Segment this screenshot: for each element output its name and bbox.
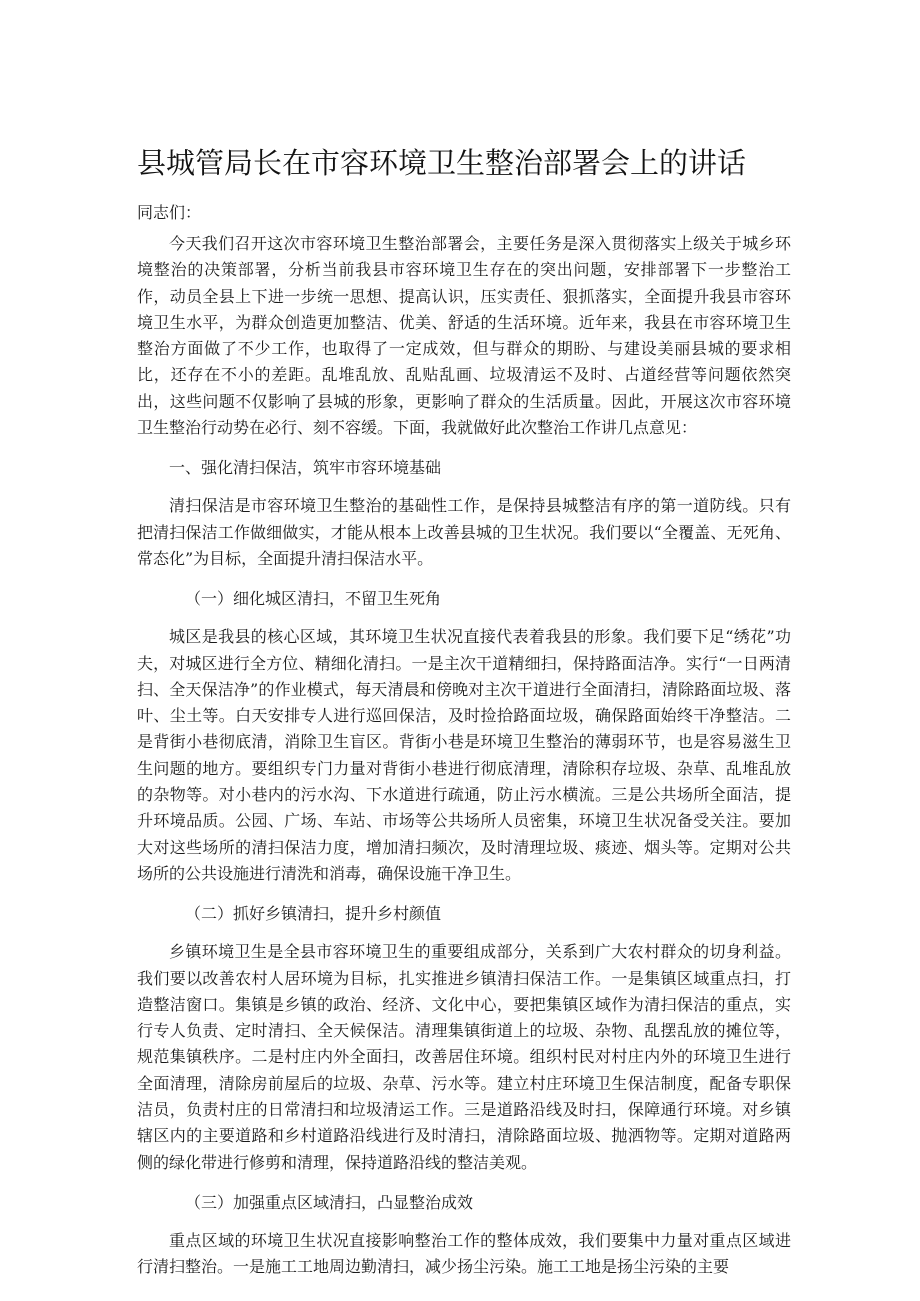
intro-paragraph: 今天我们召开这次市容环境卫生整治部署会，主要任务是深入贯彻落实上级关于城乡环境整治的决策部署，分析当前我县市容环境卫生存在的突出问题，安排部署下一步整治工作，动员全县上下进一步统一思想、提高认识，压实责任、狠抓落实，全面提升我县市容环境卫生水平，为群众创造更加整洁、优美、舒适的生活环境。近年来，我县在市容环境卫生整治方面做了不少工作，也取得了一定成效，但与群众的期盼、与建设美丽县城的要求相比，还存在不小的差距。乱堆乱放、乱贴乱画、垃圾清运不及时、占道经营等问题依然突出，这些问题不仅影响了县城的形象，更影响了群众的生活质量。因此，开展这次市容环境卫生整治行动势在必行、刻不容缓。下面，我就做好此次整治工作讲几点意见：: [137, 234, 791, 438]
document-body: [137, 231, 791, 1295]
subsection-2-paragraph: 乡镇环境卫生是全县市容环境卫生的重要组成部分，关系到广大农村群众的切身利益。我们要以改善农村人居环境为目标，扎实推进乡镇清扫保洁工作。一是集镇区域重点扫，打造整洁窗口。集镇是乡镇的政治、经济、文化中心，要把集镇区域作为清扫保洁的重点，实行专人负责、定时清扫、全天候保洁。清理集镇街道上的垃圾、杂物、乱摆乱放的摊位等，规范集镇秩序。二是村庄内外全面扫，改善居住环境。组织村民对村庄内外的环境卫生进行全面清理，清除房前屋后的垃圾、杂草、污水等。建立村庄环境卫生保洁制度，配备专职保洁员，负责村庄的日常清扫和垃圾清运工作。三是道路沿线及时扫，保障通行环境。对乡镇辖区内的主要道路和乡村道路沿线进行及时清扫，清除路面垃圾、抛洒物等。定期对道路两侧的绿化带进行修剪和清理，保持道路沿线的整洁美观。: [137, 942, 791, 1172]
subsection-heading-3: （三）加强重点区域清扫，凸显整治成效: [185, 1192, 474, 1212]
subsection-heading-2: （二）抓好乡镇清扫，提升乡村颜值: [185, 904, 442, 924]
document-title: 县城管局长在市容环境卫生整治部署会上的讲话: [137, 146, 747, 180]
subsection-heading-1: （一）细化城区清扫，不留卫生死角: [185, 589, 442, 609]
subsection-3-paragraph: 重点区域的环境卫生状况直接影响整治工作的整体成效，我们要集中力量对重点区域进行清扫整治。一是施工工地周边勤清扫，减少扬尘污染。施工工地是扬尘污染的主要: [137, 1230, 791, 1277]
section-1-paragraph: 清扫保洁是市容环境卫生整治的基础性工作，是保持县城整洁有序的第一道防线。只有把清扫保洁工作做细做实，才能从根本上改善县城的卫生状况。我们要以“全覆盖、无死角、常态化”为目标，全面提升清扫保洁水平。: [137, 496, 791, 568]
subsection-1-paragraph: 城区是我县的核心区域，其环境卫生状况直接代表着我县的形象。我们要下足“绣花”功夫，对城区进行全方位、精细化清扫。一是主次干道精细扫，保持路面洁净。实行“一日两清扫、全天保洁净”的作业模式，每天清晨和傍晚对主次干道进行全面清扫，清除路面垃圾、落叶、尘土等。白天安排专人进行巡回保洁，及时捡拾路面垃圾，确保路面始终干净整洁。二是背街小巷彻底清，消除卫生盲区。背街小巷是环境卫生整治的薄弱环节，也是容易滋生卫生问题的地方。要组织专门力量对背街小巷进行彻底清理，清除积存垃圾、杂草、乱堆乱放的杂物等。对小巷内的污水沟、下水道进行疏通，防止污水横流。三是公共场所全面洁，提升环境品质。公园、广场、车站、市场等公共场所人员密集，环境卫生状况备受关注。要加大对这些场所的清扫保洁力度，增加清扫频次，及时清理垃圾、痰迹、烟头等。定期对公共场所的公共设施进行清洗和消毒，确保设施干净卫生。: [137, 627, 791, 883]
section-heading-1: 一、强化清扫保洁，筑牢市容环境基础: [169, 458, 442, 478]
salutation: 同志们：: [137, 203, 202, 222]
